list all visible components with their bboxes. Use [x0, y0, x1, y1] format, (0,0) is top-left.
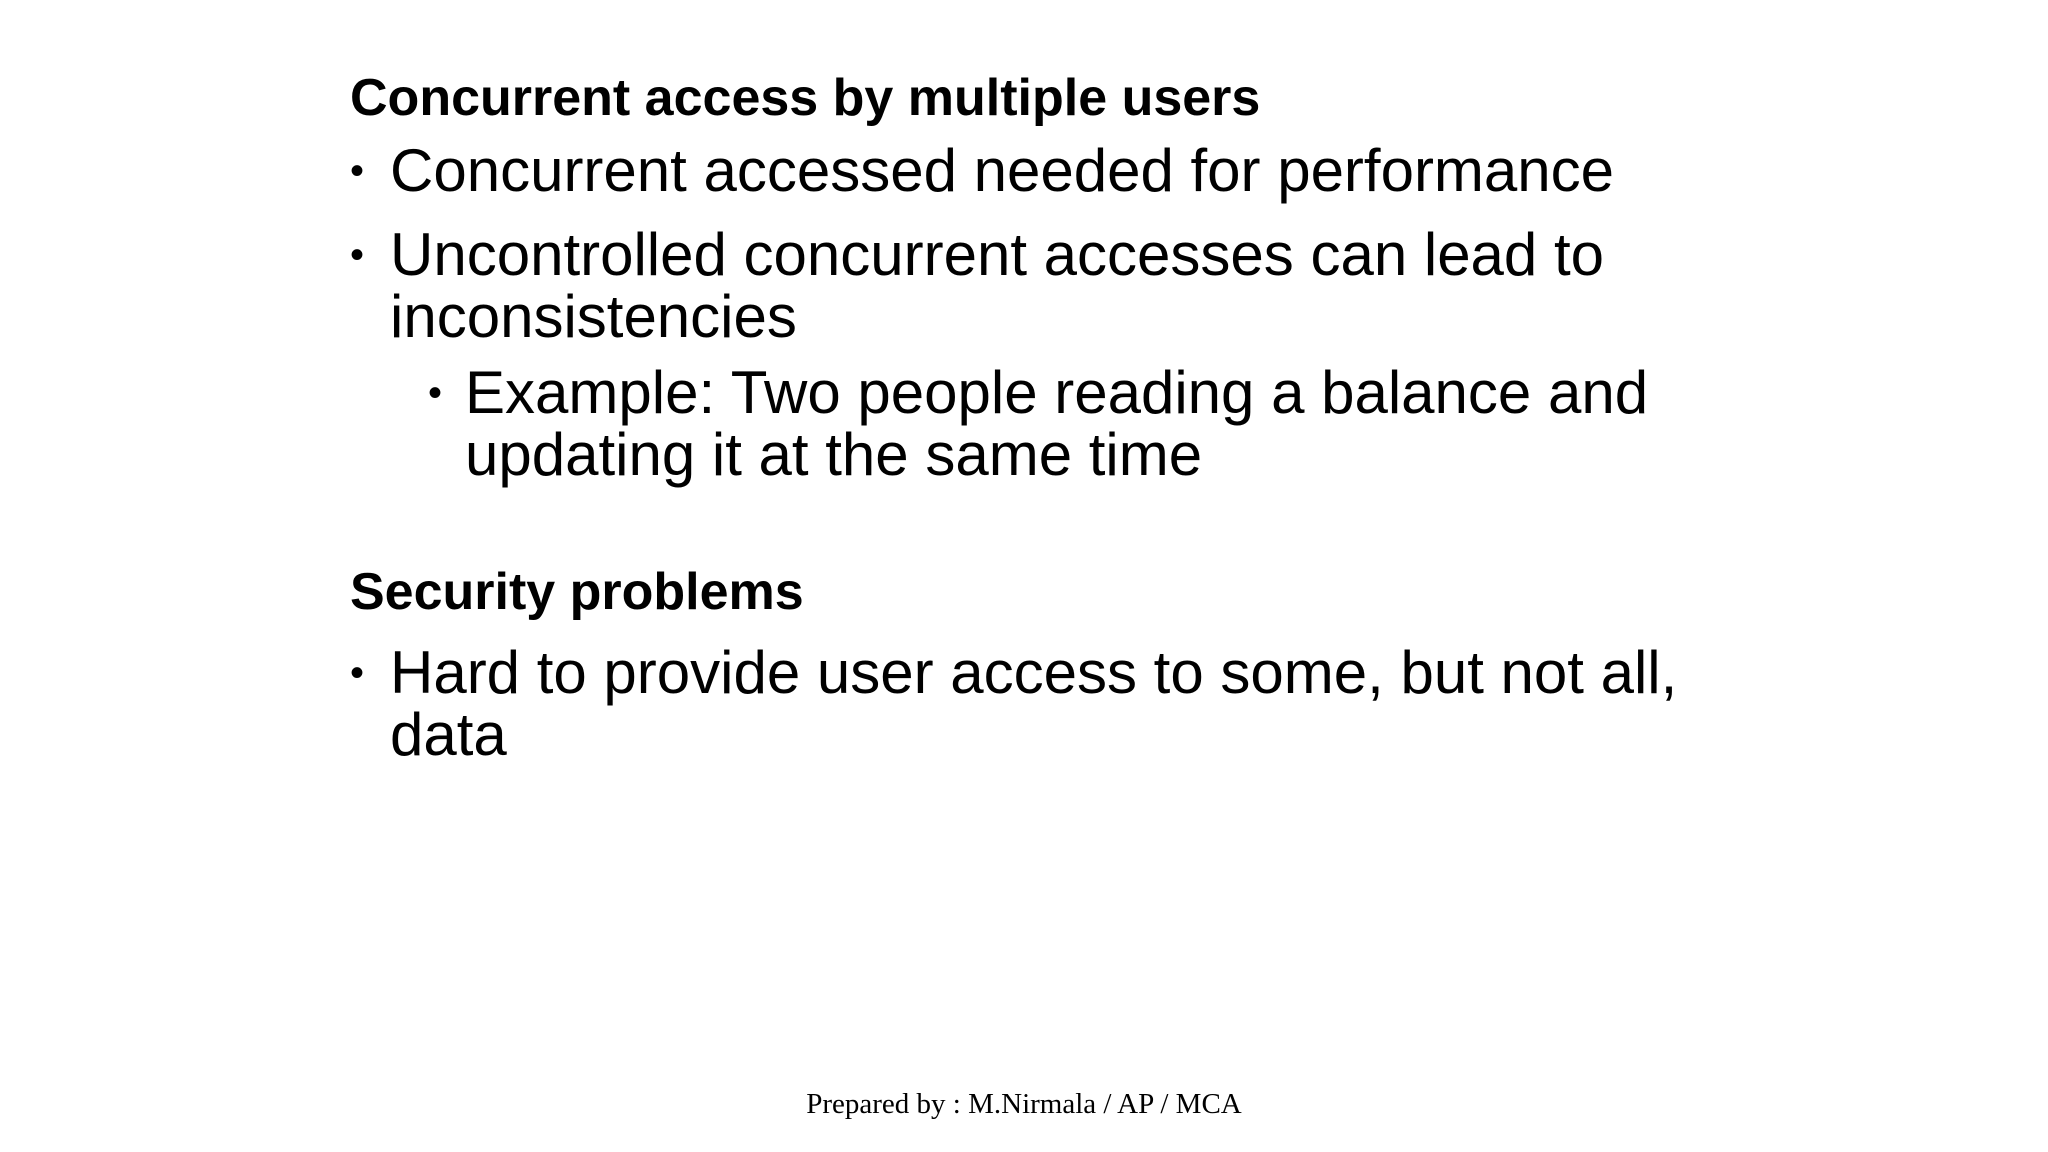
- bullet-icon: •: [350, 149, 365, 193]
- section-heading-concurrent-access: Concurrent access by multiple users: [350, 69, 1261, 127]
- bullet-text: Concurrent accessed needed for performance: [390, 137, 1615, 204]
- bullet-item: [350, 639, 1750, 768]
- section-heading-security-problems: Security problems: [350, 563, 804, 621]
- bullet-text: Uncontrolled concurrent accesses can lead to inconsistencies: [390, 221, 1605, 350]
- sub-bullet-text: Example: Two people reading a balance and updating it at the same time: [465, 359, 1649, 488]
- bullet-text: Hard to provide user access to some, but not all, data: [390, 639, 1678, 768]
- slide-footer: Prepared by : M.Nirmala / AP / MCA: [806, 1088, 1242, 1120]
- bullet-item: [350, 137, 1750, 204]
- sub-bullet-item: [350, 359, 1750, 488]
- bullet-item: [350, 221, 1750, 350]
- bullet-icon: •: [350, 233, 365, 277]
- slide-content: [350, 62, 1750, 766]
- bullet-icon: •: [428, 371, 443, 415]
- bullet-icon: •: [350, 651, 365, 695]
